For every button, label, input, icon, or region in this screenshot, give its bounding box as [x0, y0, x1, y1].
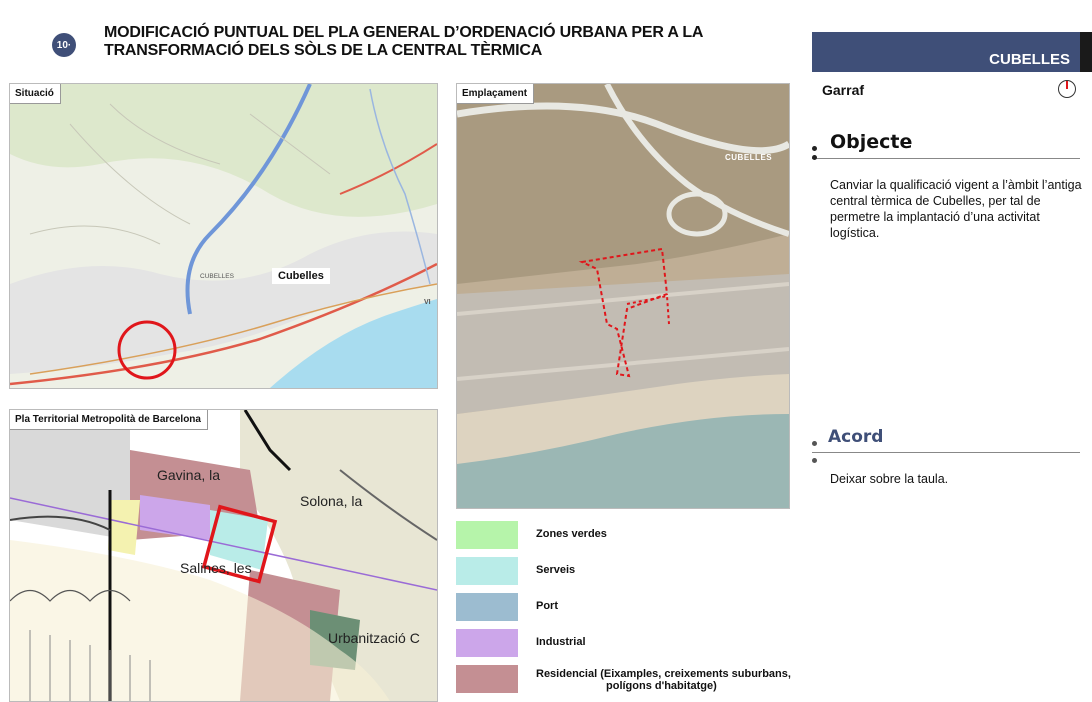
title-line-1: MODIFICACIÓ PUNTUAL DEL PLA GENERAL D’ORDENACIÓ URBANA PER A LA [104, 24, 704, 41]
legend-label: Industrial [536, 636, 586, 648]
place-label-1: Gavina, la [157, 467, 221, 483]
acord-title: Acord [828, 427, 884, 447]
legend-label: Zones verdes [536, 528, 607, 540]
situacio-town-label: Cubelles [272, 268, 330, 284]
situacio-map [9, 83, 438, 389]
place-label-3: Salines, les [180, 560, 252, 576]
ptmb-map-graphic [10, 410, 437, 701]
legend-swatch [456, 629, 518, 657]
legend-swatch [456, 557, 518, 585]
emplacament-aerial [456, 83, 790, 509]
emplacament-map-text: CUBELLES [725, 153, 773, 162]
header-edge-bar [1080, 32, 1092, 72]
legend-swatch [456, 665, 518, 693]
legend-label-line-1: Residencial (Eixamples, creixements suburbans, [536, 668, 791, 680]
objecte-heading [812, 131, 1080, 159]
situacio-map-text-1: CUBELLES [200, 273, 234, 280]
objecte-title: Objecte [830, 131, 913, 153]
legend-swatch [456, 521, 518, 549]
legend-label-line-2: polígons d'habitatge) [606, 680, 717, 692]
emplacament-aerial-graphic [457, 84, 789, 508]
legend-label [536, 668, 791, 692]
situacio-label: Situació [10, 84, 61, 104]
situacio-map-text-2: VI [424, 299, 431, 306]
title-line-2: TRANSFORMACIÓ DELS SÒLS DE LA CENTRAL TÈRMICA [104, 42, 543, 59]
legend-label: Port [536, 600, 558, 612]
objecte-text: Canviar la qualificació vigent a l’àmbit l’antiga central tèrmica de Cubelles, per tal de permetre la implantació d’una activitat logística. [830, 178, 1082, 240]
acord-heading [812, 427, 1080, 453]
page-title [104, 24, 784, 60]
acord-text: Deixar sobre la taula. [830, 472, 949, 486]
ptmb-map [9, 409, 438, 702]
municipality-header [812, 32, 1080, 72]
item-number-badge: 10· [52, 33, 76, 57]
legend-label: Serveis [536, 564, 576, 576]
situacio-map-graphic [10, 84, 437, 388]
place-label-4: Urbanització C [328, 630, 420, 646]
legend-swatch [456, 593, 518, 621]
north-arrow-icon [1058, 80, 1076, 98]
ptmb-label: Pla Territorial Metropolità de Barcelona [10, 410, 208, 430]
municipality-name: CUBELLES [989, 51, 1070, 68]
place-label-2: Solona, la [300, 493, 363, 509]
emplacament-label: Emplaçament [457, 84, 534, 104]
county-name: Garraf [822, 82, 865, 98]
